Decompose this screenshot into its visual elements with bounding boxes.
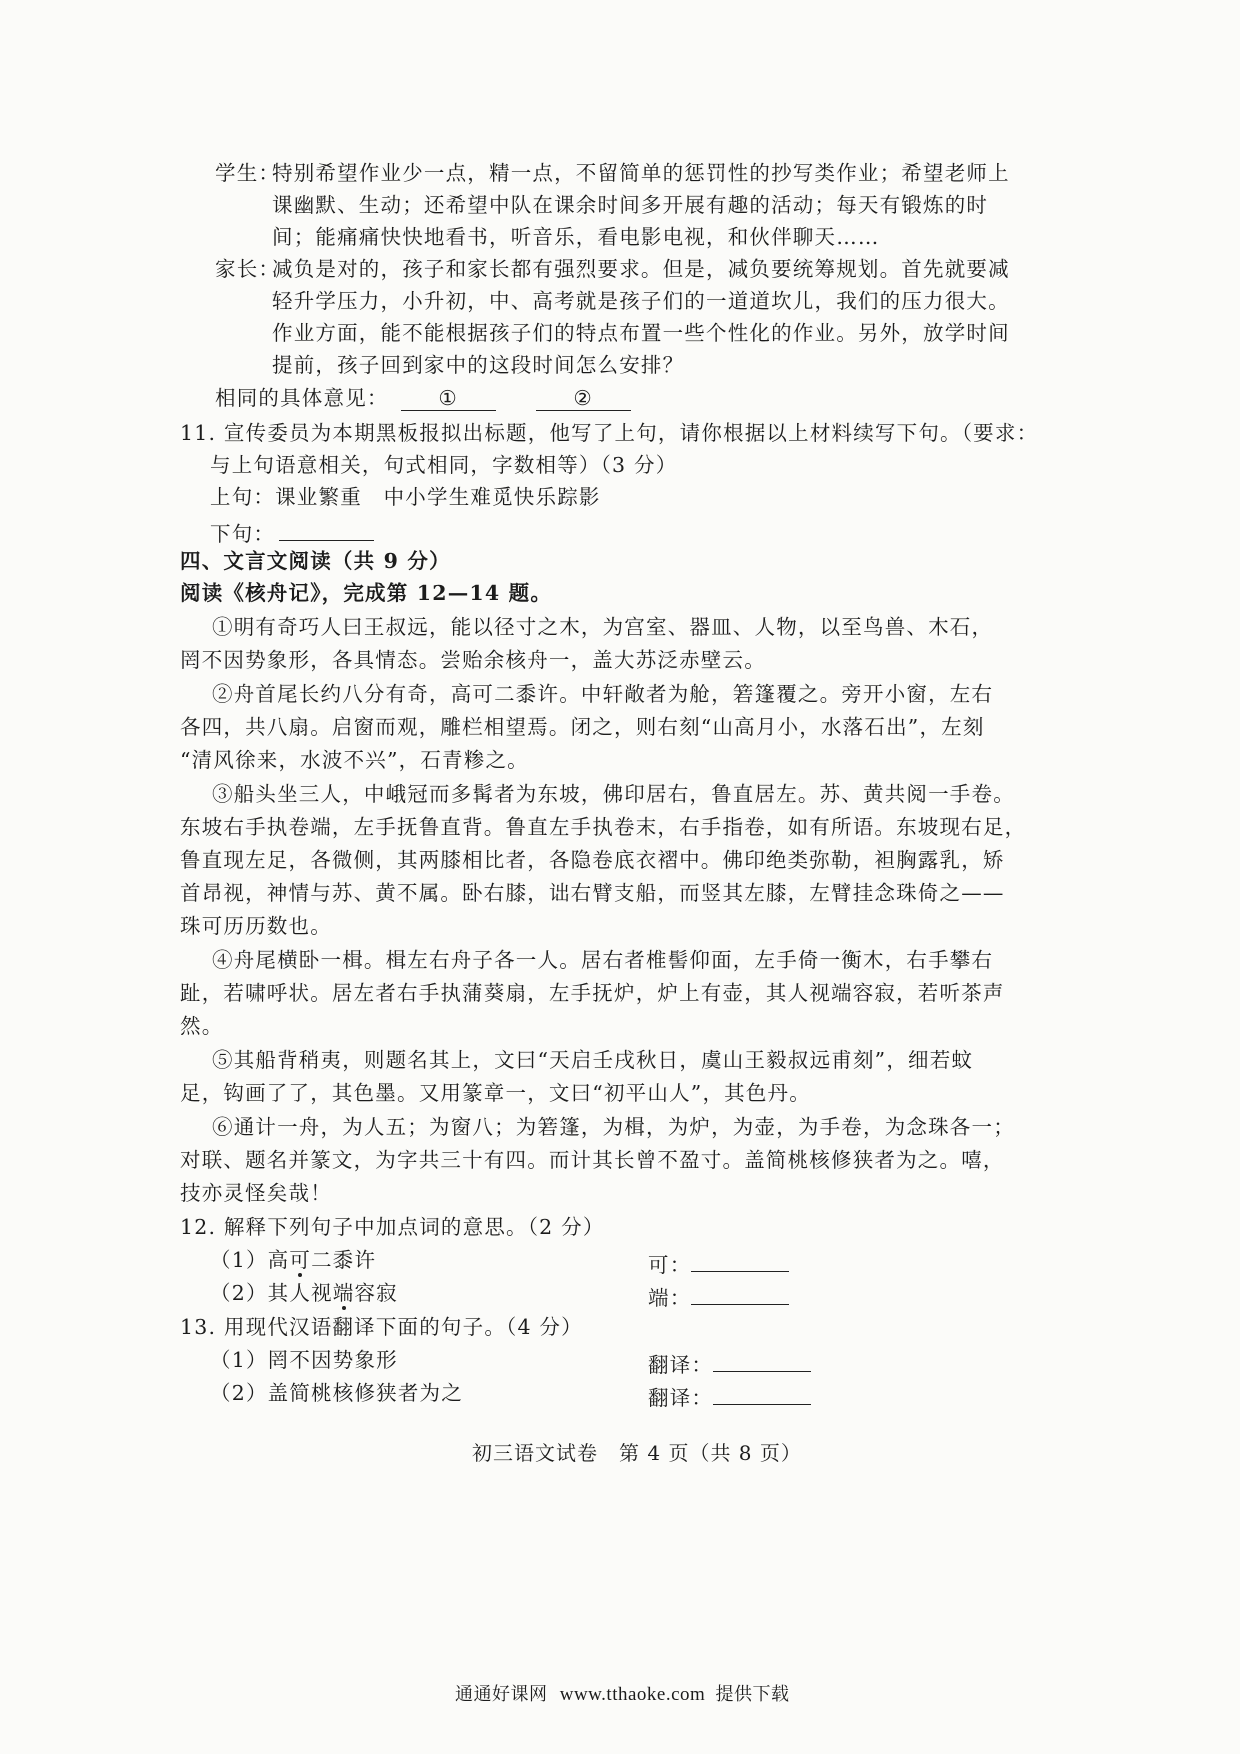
answer-blank[interactable] (713, 1378, 811, 1405)
item-text: 容寂 (354, 1281, 398, 1305)
q12-item-1 (210, 1245, 376, 1275)
same-opinion-label: 相同的具体意见： (215, 386, 389, 410)
q12-title: 12. 解释下列句子中加点词的意思。（2 分） (180, 1215, 605, 1239)
parent-label: 家长： (215, 257, 281, 281)
passage-line: “清风徐来，水波不兴”，石青糁之。 (180, 748, 529, 772)
page-footer: 初三语文试卷 第 4 页（共 8 页） (472, 1441, 802, 1465)
item-text: 二黍许 (311, 1248, 377, 1272)
passage-line: ③船头坐三人，中峨冠而多髯者为东坡，佛印居右，鲁直居左。苏、黄共阅一手卷。 (212, 782, 1015, 806)
answer-blank[interactable] (713, 1345, 811, 1372)
student-line: 课幽默、生动；还希望中队在课余时间多开展有趣的活动；每天有锻炼的时 (272, 193, 989, 217)
parent-line: 作业方面，能不能根据孩子们的特点布置一些个性化的作业。另外，放学时间 (272, 321, 1010, 345)
q11-lower-label: 下句： (210, 522, 276, 546)
passage-line: ②舟首尾长约八分有奇，高可二黍许。中轩敞者为舱，箬篷覆之。旁开小窗，左右 (212, 682, 994, 706)
item-text: 高 (267, 1248, 290, 1272)
passage-line: 东坡右手执卷端，左手抚鲁直背。鲁直左手执卷末，右手指卷，如有所语。东坡现右足， (180, 815, 1027, 839)
passage-line: ①明有奇巧人曰王叔远，能以径寸之木，为宫室、器皿、人物，以至鸟兽、木石， (212, 615, 994, 639)
section-heading: 四、文言文阅读（共 9 分） (180, 549, 451, 573)
passage-line: ⑤其船背稍夷，则题名其上，文曰“天启壬戌秋日，虞山王毅叔远甫刻”，细若蚊 (212, 1048, 974, 1072)
parent-line: 轻升学压力，小升初，中、高考就是孩子们的一道道坎儿，我们的压力很大。 (272, 289, 1010, 313)
source-suffix: 提供下载 (715, 1684, 790, 1705)
q11-lower-row (210, 514, 374, 549)
parent-line: 提前，孩子回到家中的这段时间怎么安排？ (272, 353, 685, 377)
item-number: （1） (210, 1248, 268, 1272)
passage-line: 趾，若啸呼状。居左者右手执蒲葵扇，左手抚炉，炉上有壶，其人视端容寂，若听茶声 (180, 981, 1005, 1005)
answer-blank[interactable] (691, 1245, 789, 1272)
passage-line: 各四，共八扇。启窗而观，雕栏相望焉。闭之，则右刻“山高月小，水落石出”，左刻 (180, 715, 985, 739)
answer-blank-1[interactable]: ① (401, 384, 496, 411)
passage-line: 珠可历历数也。 (180, 914, 332, 938)
student-line: 特别希望作业少一点，精一点，不留简单的惩罚性的抄写类作业；希望老师上 (272, 161, 1010, 185)
q11-answer-blank[interactable] (279, 514, 374, 541)
q13-title: 13. 用现代汉语翻译下面的句子。（4 分） (180, 1315, 583, 1339)
q13-answer-1 (648, 1345, 811, 1380)
dotted-word: 可 (289, 1248, 312, 1272)
passage-line: 足，钩画了了，其色墨。又用篆章一，文曰“初平山人”，其色丹。 (180, 1081, 811, 1105)
passage-line: 然。 (180, 1014, 224, 1038)
q12-item-2 (210, 1278, 398, 1308)
passage-line: ④舟尾横卧一楫。楫左右舟子各一人。居右者椎髻仰面，左手倚一衡木，右手攀右 (212, 948, 994, 972)
q13-item-2: （2）盖简桃核修狭者为之 (210, 1381, 463, 1405)
source-url[interactable]: www.tthaoke.com (559, 1684, 706, 1705)
source-name: 通通好课网 (455, 1684, 548, 1705)
same-opinion-row (215, 383, 631, 413)
item-text: 其人视 (267, 1281, 333, 1305)
source-line (455, 1680, 790, 1710)
answer-label: 翻译： (648, 1386, 714, 1410)
q13-answer-2 (648, 1378, 811, 1413)
answer-label: 可： (648, 1253, 692, 1277)
q12-answer-1 (648, 1245, 789, 1280)
q12-answer-2 (648, 1278, 789, 1313)
q13-item-1: （1）罔不因势象形 (210, 1348, 398, 1372)
passage-line: 罔不因势象形，各具情态。尝贻余核舟一，盖大苏泛赤壁云。 (180, 648, 766, 672)
q11-text: 11. 宣传委员为本期黑板报拟出标题，他写了上句，请你根据以上材料续写下句。（要求： (180, 421, 1039, 445)
student-line: 间；能痛痛快快地看书，听音乐，看电影电视，和伙伴聊天…… (272, 225, 880, 249)
student-label: 学生： (215, 161, 281, 185)
answer-blank-2[interactable]: ② (536, 384, 631, 411)
passage-line: 对联、题名并篆文，为字共三十有四。而计其长曾不盈寸。盖简桃核修狭者为之。嘻， (180, 1148, 1005, 1172)
passage-line: 首昂视，神情与苏、黄不属。卧右膝，诎右臂支船，而竖其左膝，左臂挂念珠倚之—— (180, 881, 1005, 905)
answer-label: 端： (648, 1286, 692, 1310)
section-intro: 阅读《核舟记》，完成第 12—14 题。 (180, 581, 553, 605)
answer-blank[interactable] (691, 1278, 789, 1305)
passage-line: 技亦灵怪矣哉！ (180, 1181, 332, 1205)
parent-line: 减负是对的，孩子和家长都有强烈要求。但是，减负要统筹规划。首先就要减 (272, 257, 1010, 281)
q11-text: 与上句语意相关，句式相同，字数相等）（3 分） (210, 453, 678, 477)
q11-upper-line: 上句：课业繁重 中小学生难觅快乐踪影 (210, 485, 601, 509)
dotted-word: 端 (332, 1281, 355, 1305)
passage-line: 鲁直现左足，各微侧，其两膝相比者，各隐卷底衣褶中。佛印绝类弥勒，袒胸露乳，矫 (180, 848, 1005, 872)
item-number: （2） (210, 1281, 268, 1305)
answer-label: 翻译： (648, 1353, 714, 1377)
passage-line: ⑥通计一舟，为人五；为窗八；为箬篷，为楫，为炉，为壶，为手卷，为念珠各一； (212, 1115, 1015, 1139)
